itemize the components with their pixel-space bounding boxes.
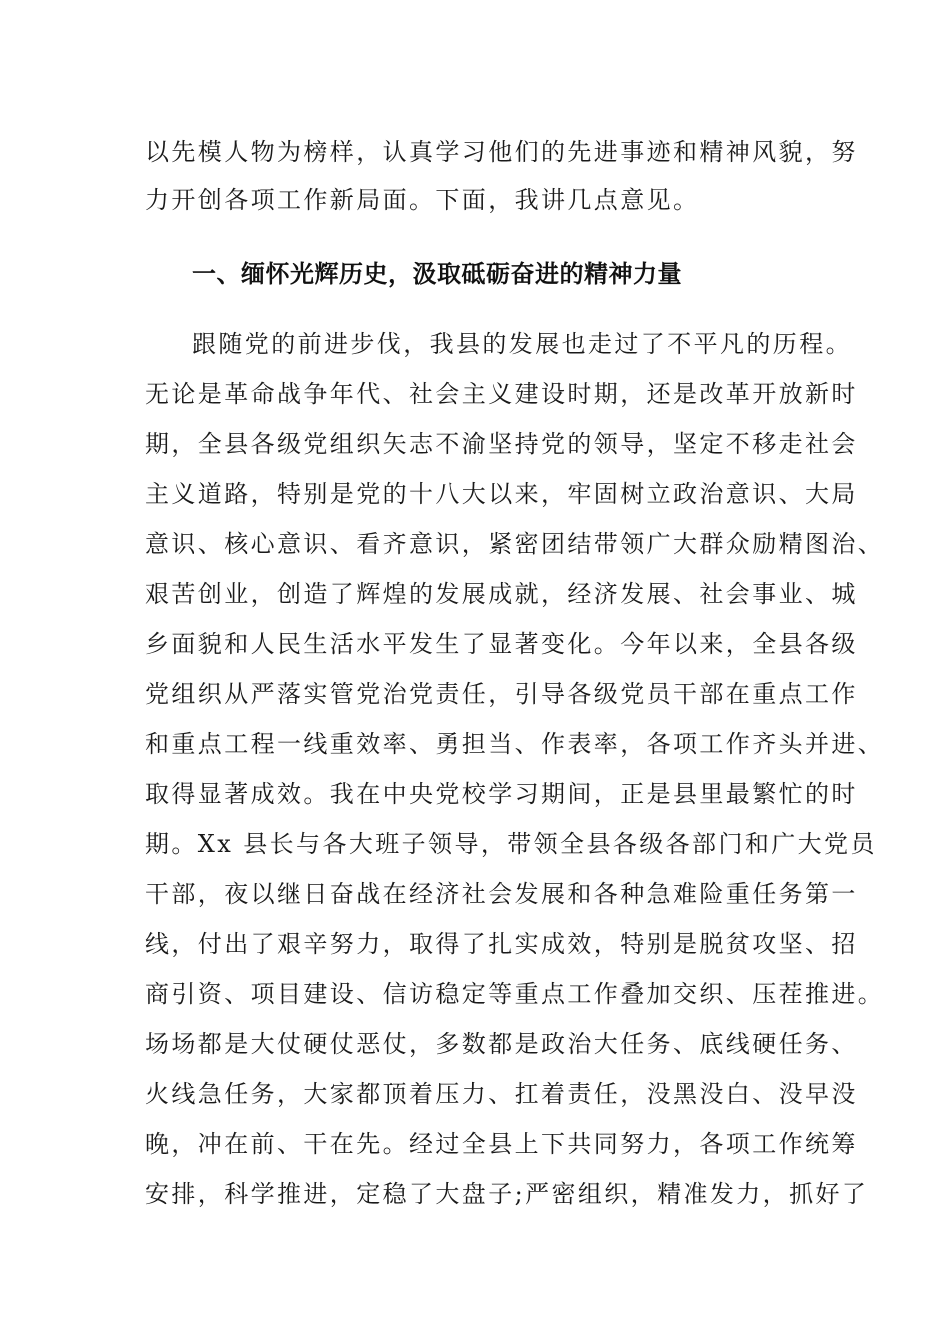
body-line-15: 场场都是大仗硬仗恶仗，多数都是政治大任务、底线硬任务、 bbox=[145, 1030, 858, 1058]
body-line-8: 党组织从严落实管党治党责任，引导各级党员干部在重点工作 bbox=[145, 680, 858, 708]
body-line-3: 期，全县各级党组织矢志不渝坚持党的领导，坚定不移走社会 bbox=[145, 430, 858, 458]
body-line-16: 火线急任务，大家都顶着压力、扛着责任，没黑没白、没早没 bbox=[145, 1080, 858, 1108]
body-line-18: 安排，科学推进，定稳了大盘子;严密组织，精准发力，抓好了 bbox=[145, 1180, 869, 1208]
body-line-17: 晚，冲在前、干在先。经过全县上下共同努力，各项工作统筹 bbox=[145, 1130, 858, 1158]
body-line-11: 期。Xx 县长与各大班子领导，带领全县各级各部门和广大党员 bbox=[145, 830, 877, 858]
body-line-1: 跟随党的前进步伐，我县的发展也走过了不平凡的历程。 bbox=[192, 330, 852, 358]
intro-line-2: 力开创各项工作新局面。下面，我讲几点意见。 bbox=[145, 186, 700, 214]
body-line-4: 主义道路，特别是党的十八大以来，牢固树立政治意识、大局 bbox=[145, 480, 858, 508]
body-line-12: 干部，夜以继日奋战在经济社会发展和各种急难险重任务第一 bbox=[145, 880, 858, 908]
section-heading: 一、缅怀光辉历史，汲取砥砺奋进的精神力量 bbox=[192, 260, 682, 288]
body-line-10: 取得显著成效。我在中央党校学习期间，正是县里最繁忙的时 bbox=[145, 780, 858, 808]
body-line-14: 商引资、项目建设、信访稳定等重点工作叠加交织、压茬推进。 bbox=[145, 980, 885, 1008]
body-line-13: 线，付出了艰辛努力，取得了扎实成效，特别是脱贫攻坚、招 bbox=[145, 930, 858, 958]
body-line-2: 无论是革命战争年代、社会主义建设时期，还是改革开放新时 bbox=[145, 380, 858, 408]
body-line-9: 和重点工程一线重效率、勇担当、作表率，各项工作齐头并进、 bbox=[145, 730, 885, 758]
body-line-7: 乡面貌和人民生活水平发生了显著变化。今年以来，全县各级 bbox=[145, 630, 858, 658]
intro-line-1: 以先模人物为榜样，认真学习他们的先进事迹和精神风貌，努 bbox=[145, 138, 858, 166]
body-line-6: 艰苦创业，创造了辉煌的发展成就，经济发展、社会事业、城 bbox=[145, 580, 858, 608]
body-line-5: 意识、核心意识、看齐意识，紧密团结带领广大群众励精图治、 bbox=[145, 530, 885, 558]
